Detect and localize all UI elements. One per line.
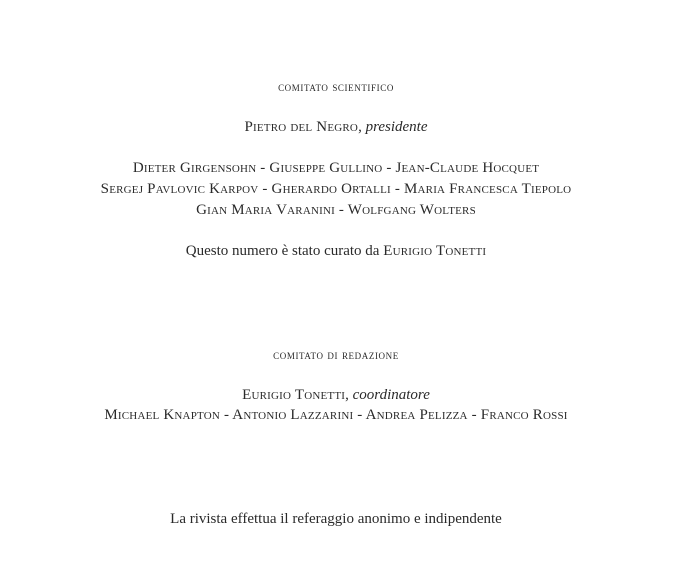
coordinator-role: coordinatore <box>352 387 430 403</box>
scientific-committee-heading-text: comitato scientifico <box>278 79 394 94</box>
curator-line <box>0 241 672 261</box>
scientific-members-line-2: Sergej Pavlovic Karpov - Gherardo Ortalli - Maria Francesca Tiepolo <box>100 181 572 197</box>
coordinator-name: Eurigio Tonetti <box>242 387 346 403</box>
president-line <box>0 117 672 137</box>
curator-prefix: Questo numero è stato curato da <box>185 243 384 259</box>
president-role: presidente <box>365 119 428 135</box>
footer-note: La rivista effettua il referaggio anonimo e indipendente <box>170 511 502 527</box>
editorial-committee-heading-text: comitato di redazione <box>273 347 399 362</box>
editorial-members-line: Michael Knapton - Antonio Lazzarini - Andrea Pelizza - Franco Rossi <box>104 407 568 423</box>
editorial-committee-heading <box>0 345 672 365</box>
scientific-committee-heading <box>0 77 672 97</box>
curator-name: Eurigio Tonetti <box>383 243 487 259</box>
scientific-members-line-1: Dieter Girgensohn - Giuseppe Gullino - Jean-Claude Hocquet <box>132 160 540 176</box>
president-name: Pietro del Negro <box>244 119 359 135</box>
president-comma: , <box>358 119 366 135</box>
coordinator-comma: , <box>345 387 353 403</box>
scientific-members-line-3: Gian Maria Varanini - Wolfgang Wolters <box>196 202 476 218</box>
coordinator-line <box>0 385 672 405</box>
